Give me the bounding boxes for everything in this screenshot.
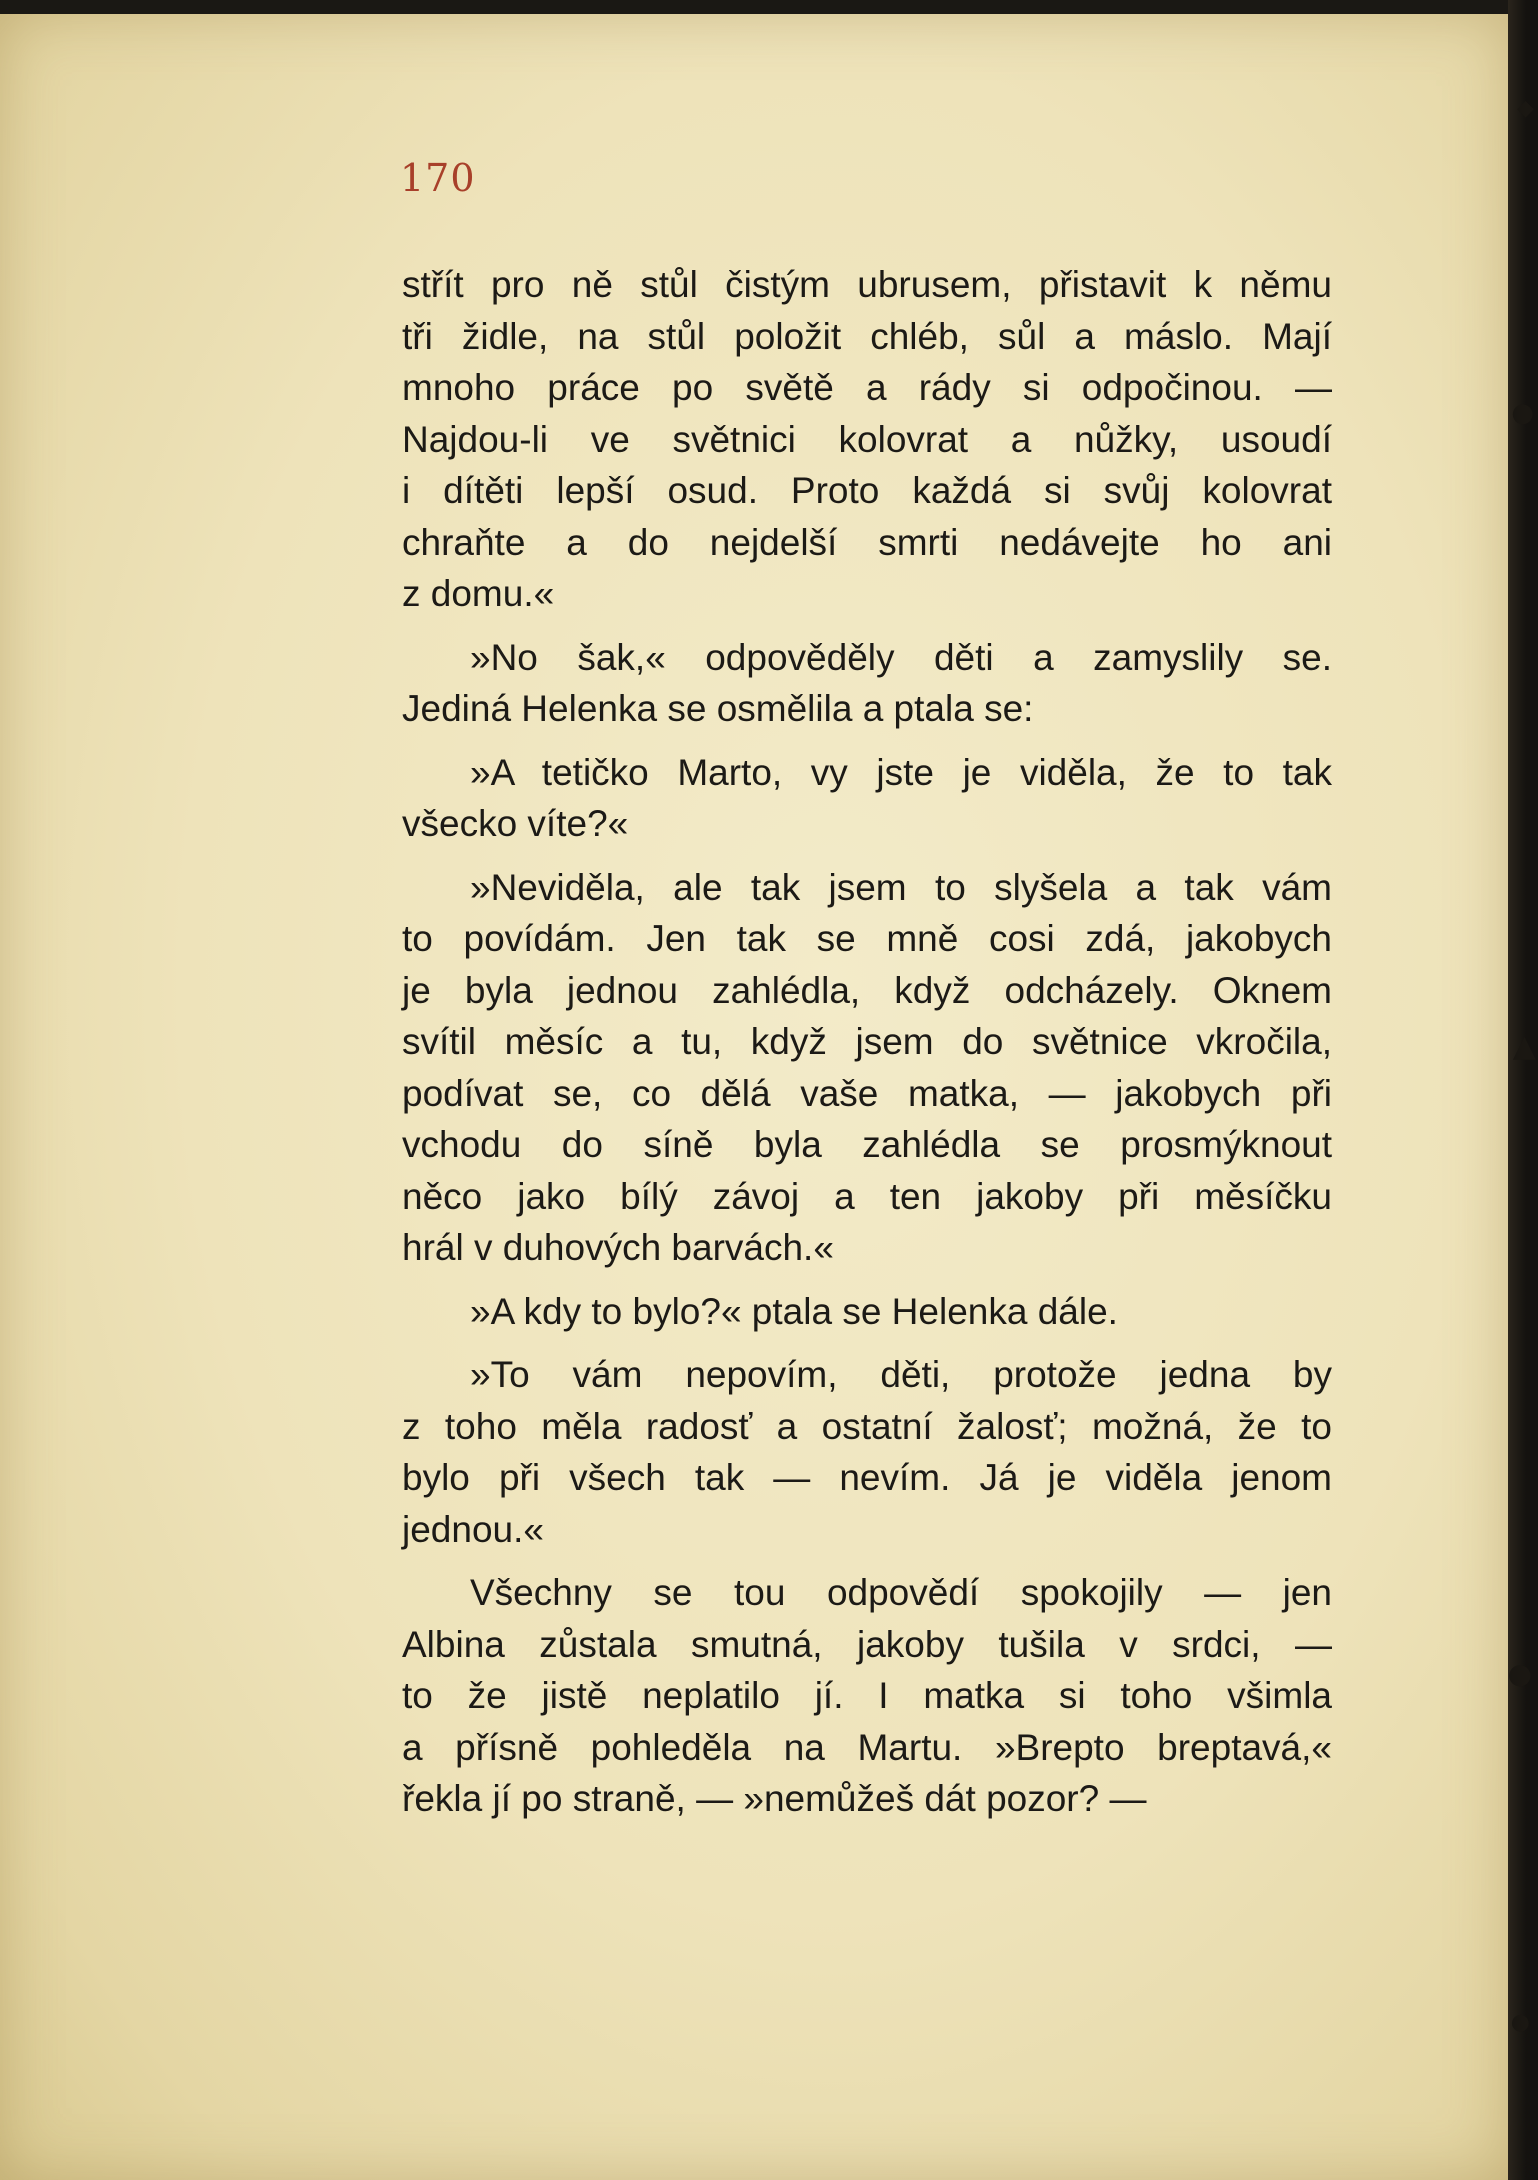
text-line: »A tetičko Marto, vy jste je viděla, že to tak (470, 751, 1332, 793)
text-line: jednou.« (402, 1508, 544, 1550)
text-line: z domu.« (402, 573, 555, 614)
text-line: i dítěti lepší osud. Proto každá si svůj kolovrat (402, 470, 1332, 511)
text-line: mnoho práce po světě a rády si odpočinou. — (402, 367, 1332, 408)
text-line: Najdou-li ve světnici kolovrat a nůžky, usoudí (402, 418, 1332, 460)
book-page (0, 14, 1508, 2180)
text-line: hrál v duhových barvách.« (402, 1227, 834, 1268)
text-line: to že jistě neplatilo jí. I matka si toho všimla (402, 1675, 1332, 1716)
text-line: »No šak,« odpověděly děti a zamyslily se. (470, 636, 1332, 678)
paragraph (402, 632, 1332, 735)
paragraph (402, 1286, 1332, 1338)
text-line: tři židle, na stůl položit chléb, sůl a máslo. Mají (402, 315, 1332, 357)
text-line: střít pro ně stůl čistým ubrusem, přistavit k němu (402, 264, 1332, 305)
text-line: chraňte a do nejdelší smrti nedávejte ho ani (402, 521, 1332, 563)
text-line: z toho měla radosť a ostatní žalosť; možná, že to (402, 1405, 1332, 1447)
text-line: něco jako bílý závoj a ten jakoby při měsíčku (402, 1175, 1332, 1217)
paragraph (402, 259, 1332, 620)
paragraph (402, 1567, 1332, 1825)
paragraph (402, 1349, 1332, 1555)
text-line: to povídám. Jen tak se mně cosi zdá, jakobych (402, 918, 1332, 959)
ink-mark-icon: ● (1510, 2010, 1530, 2035)
text-line: všecko víte?« (402, 803, 629, 844)
paragraph (402, 862, 1332, 1274)
text-line: »To vám nepovím, děti, protože jedna by (470, 1354, 1332, 1395)
text-line: vchodu do síně byla zahlédla se prosmýknout (402, 1124, 1332, 1165)
text-line: Jediná Helenka se osmělila a ptala se: (402, 688, 1034, 729)
text-line: svítil měsíc a tu, když jsem do světnice vkročila, (402, 1021, 1332, 1062)
text-line: a přísně pohleděla na Martu. »Brepto breptavá,« (402, 1726, 1332, 1768)
text-line: bylo při všech tak — nevím. Já je viděla jenom (402, 1457, 1332, 1498)
page-number: 170 (400, 156, 476, 200)
paragraph (402, 747, 1332, 850)
text-line: je byla jednou zahlédla, když odcházely. Oknem (402, 969, 1332, 1011)
text-line: řekla jí po straně, — »nemůžeš dát pozor? — (402, 1778, 1147, 1819)
text-line: podívat se, co dělá vaše matka, — jakobych při (402, 1072, 1332, 1114)
text-line: »A kdy to bylo?« ptala se Helenka dále. (470, 1290, 1118, 1332)
ink-mark-icon: ▲ (1512, 1029, 1536, 1064)
ink-mark-icon: ● (1511, 398, 1534, 428)
text-line: »Neviděla, ale tak jsem to slyšela a tak vám (470, 866, 1332, 908)
text-line: Všechny se tou odpovědí spokojily — jen (470, 1572, 1332, 1613)
body-text (402, 259, 1332, 1837)
text-line: Albina zůstala smutná, jakoby tušila v srdci, — (402, 1623, 1332, 1665)
ink-mark-icon: ◆ (1517, 96, 1534, 121)
ink-mark-icon: ● (1507, 1657, 1532, 1690)
scan-edge (1508, 0, 1538, 2180)
